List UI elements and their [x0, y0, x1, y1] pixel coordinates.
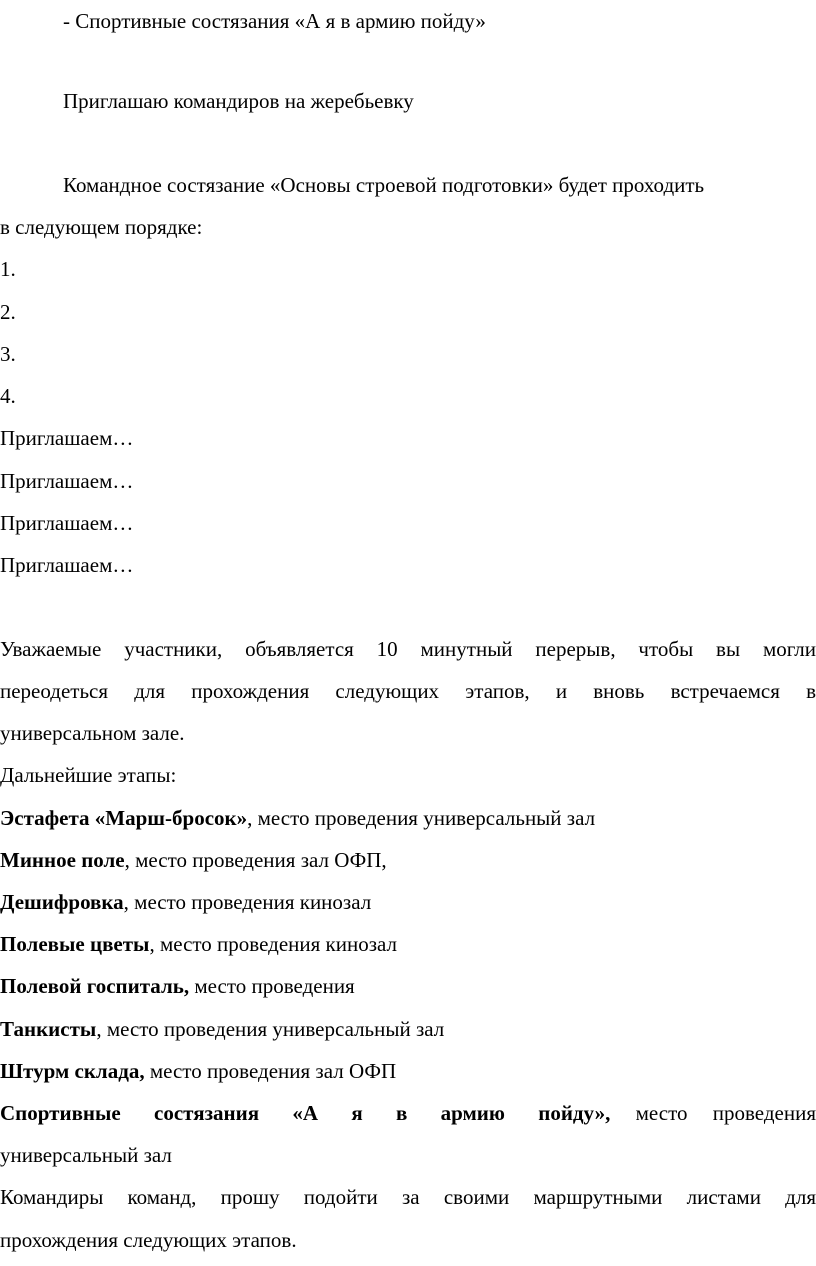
stage-location: , место проведения кинозал	[149, 932, 397, 956]
stage-name: Танкисты	[0, 1017, 97, 1041]
stage-name: Полевой госпиталь,	[0, 974, 190, 998]
stage-item	[0, 1100, 816, 1126]
paragraph-drill-intro: Командное состязание «Основы строевой подготовки» будет проходить	[63, 173, 705, 197]
invite-line-2: Приглашаем…	[0, 469, 134, 493]
paragraph-break-announcement: Уважаемые участники, объявляется 10 минутный перерыв, чтобы вы могли	[0, 637, 816, 661]
paragraph-break-announcement-cont2: универсальном зале.	[0, 721, 185, 745]
paragraph-break-announcement-cont1: переодеться для прохождения следующих этапов, и вновь встречаемся в	[0, 679, 816, 703]
list-number-3: 3.	[0, 342, 16, 366]
stage-item	[0, 1016, 816, 1042]
stage-location: , место проведения зал ОФП,	[124, 848, 387, 872]
stage-item	[0, 889, 816, 915]
invite-line-1: Приглашаем…	[0, 426, 134, 450]
stage-location: , место проведения универсальный зал	[247, 806, 596, 830]
stage-name: Штурм склада,	[0, 1059, 145, 1083]
list-number-1: 1.	[0, 257, 16, 281]
paragraph-sport-competition: - Спортивные состязания «А я в армию пойду»	[63, 9, 486, 33]
stage-location: , место проведения универсальный зал	[96, 1017, 445, 1041]
list-number-2: 2.	[0, 300, 16, 324]
stage-name: Минное поле	[0, 848, 125, 872]
list-number-4: 4.	[0, 384, 16, 408]
invite-line-3: Приглашаем…	[0, 511, 134, 535]
stage-item	[0, 973, 816, 999]
paragraph-closing-cont: прохождения следующих этапов.	[0, 1228, 297, 1252]
stage-item	[0, 847, 816, 873]
stage-item	[0, 805, 816, 831]
paragraph-drill-intro-cont: в следующем порядке:	[0, 215, 203, 239]
stage-location: , место проведения кинозал	[123, 890, 372, 914]
stages-heading: Дальнейшие этапы:	[0, 763, 177, 787]
stage-name: Полевые цветы	[0, 932, 150, 956]
paragraph-closing: Командиры команд, прошу подойти за своими маршрутными листами для	[0, 1185, 816, 1209]
stage-item	[0, 931, 816, 957]
stage-item-cont: универсальный зал	[0, 1143, 172, 1167]
stage-location: место проведения	[189, 974, 355, 998]
stage-name: Спортивные состязания «А я в армию пойду»,	[0, 1101, 611, 1125]
stage-name: Дешифровка	[0, 890, 124, 914]
paragraph-invite-commanders: Приглашаю командиров на жеребьевку	[63, 89, 414, 113]
invite-line-4: Приглашаем…	[0, 553, 134, 577]
stage-item	[0, 1058, 816, 1084]
stage-location: место проведения зал ОФП	[144, 1059, 397, 1083]
stage-name: Эстафета «Марш-бросок»	[0, 806, 248, 830]
stage-location: место проведения	[610, 1101, 816, 1125]
